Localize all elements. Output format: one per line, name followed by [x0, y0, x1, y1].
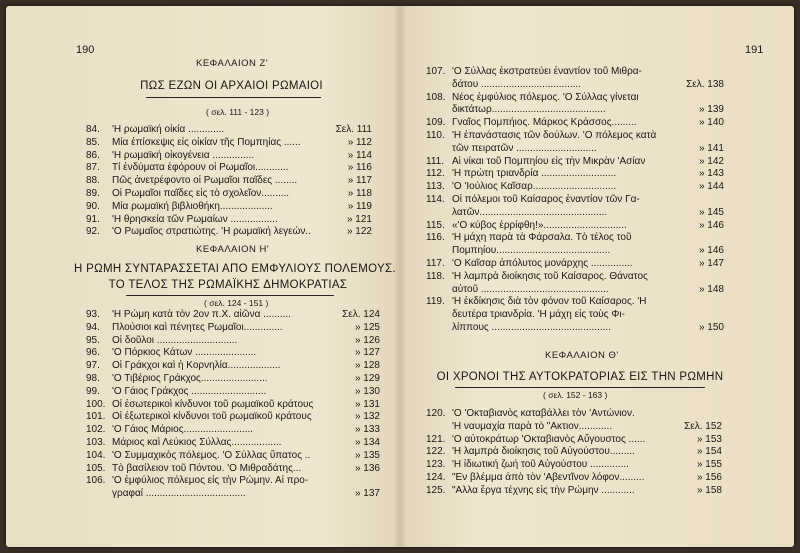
- entry-title: Πῶς ἀνετρέφοντο οἱ Ρωμαῖοι παῖδες ........: [112, 175, 298, 187]
- toc-entry: [86, 463, 380, 476]
- toc-entry: [426, 207, 724, 220]
- entry-number: 105.: [86, 462, 106, 474]
- chapter-title: ΠΩΣ ΕΖΩΝ ΟΙ ΑΡΧΑΙΟΙ ΡΩΜΑΙΟΙ: [140, 80, 323, 92]
- entry-page: » 116: [347, 162, 372, 174]
- entry-number: 113.: [426, 181, 445, 193]
- entry-title: "Αλλα ἔργα τέχνης εἰς τὴν Ρώμην ............: [452, 484, 635, 496]
- entry-number: 90.: [86, 200, 100, 212]
- entry-title: 'Ο Ρωμαῖος στρατιώτης. 'Η ρωμαϊκή λεγεών..: [112, 226, 311, 238]
- entry-page: » 137: [354, 488, 380, 500]
- entry-title: 'Ο Συμμαχικὸς πόλεμος. 'Ο Σύλλας ὕπατος ..: [112, 449, 311, 461]
- entry-title: 'Ο Καῖσαρ ἀπόλυτος μονάρχης ...............: [452, 257, 633, 269]
- entry-number: 98.: [86, 372, 100, 384]
- toc-entry: [426, 271, 724, 284]
- entry-page: » 139: [698, 104, 724, 116]
- entry-title: 'Ο Τιβέριος Γράκχος........................: [112, 372, 268, 384]
- entry-title: 'Η λαμπρὰ διοίκησις τοῦ Καίσαρος. Θάνατος: [452, 270, 648, 282]
- entry-page: » 140: [698, 117, 724, 129]
- title-underline: [455, 387, 705, 388]
- entry-page: » 150: [698, 321, 724, 333]
- page-number: 191: [745, 44, 764, 56]
- entry-title: Οἱ ἐξωτερικοὶ κίνδυνοι τοῦ ρωμαϊκοῦ κράτους: [112, 411, 312, 423]
- entry-page: » 146: [698, 245, 724, 257]
- entry-page: » 134: [354, 436, 380, 448]
- entry-title: δευτέρα τριανδρία. 'Η μάχη εἰς τοὺς Φι-: [452, 309, 625, 321]
- entry-title: Μάριος καὶ Λεύκιος Σύλλας..................: [112, 436, 282, 448]
- toc-entry: [86, 488, 380, 501]
- page-range: ( σελ. 124 - 151 ): [204, 298, 269, 308]
- entry-title: Τί ἐνδύματα ἐφόρουν οἱ Ρωμαῖοι............: [112, 162, 289, 174]
- entry-title: λατῶν..............................................: [452, 206, 608, 218]
- toc-entry: [426, 296, 724, 309]
- entry-page: » 129: [354, 372, 380, 384]
- entry-page: » 155: [696, 459, 722, 471]
- entry-page: » 112: [347, 136, 372, 148]
- title-underline: [146, 97, 321, 98]
- entry-title: Πλούσιοι καὶ πένητες Ρωμαῖοι..............: [112, 321, 283, 333]
- toc-entry: [426, 92, 724, 105]
- toc-entry: [86, 137, 372, 150]
- entry-title: 'Η ρωμαϊκή οἰκογένεια ...............: [112, 149, 255, 161]
- toc-entry: [86, 322, 380, 335]
- entry-page: » 142: [698, 155, 724, 167]
- entry-number: 119.: [426, 296, 445, 308]
- entry-title: 'Ο Σύλλας ἐκστρατεύει ἐναντίον τοῦ Μιθρα-: [452, 66, 642, 77]
- toc-entry: [426, 309, 724, 322]
- chapter-title: ΟΙ ΧΡΟΝΟΙ ΤΗΣ ΑΥΤΟΚΡΑΤΟΡΙΑΣ ΕΙΣ ΤΗΝ ΡΩΜΗΝ: [436, 371, 724, 383]
- entry-page: » 146: [698, 219, 724, 231]
- entry-number: 112.: [426, 168, 445, 180]
- chapter-heading: ΚΕΦΑΛΑΙΟΝ Η': [196, 244, 270, 255]
- entry-page: » 133: [354, 424, 380, 436]
- entry-number: 86.: [86, 149, 100, 161]
- entry-title: "Εν βλέμμα ἀπὸ τὸν 'Αβεντῖνον λόφον.........: [452, 471, 645, 483]
- chapter-heading: ΚΕΦΑΛΑΙΟΝ Θ': [545, 350, 619, 361]
- entry-page: » 148: [698, 283, 724, 295]
- entry-page: » 125: [354, 321, 380, 333]
- page-number: 190: [76, 44, 95, 56]
- toc-entry: [426, 421, 722, 434]
- toc-entry: [86, 309, 380, 322]
- toc-entry: [426, 66, 724, 79]
- entry-number: 122.: [426, 446, 446, 458]
- toc-entry: [426, 322, 724, 335]
- entry-number: 107.: [426, 66, 446, 77]
- entry-title: Πομπηίου.........................................: [452, 245, 611, 257]
- entry-title: 'Ο αὐτοκράτωρ 'Οκταβιανὸς Αὔγουστος ......: [452, 433, 646, 445]
- entry-number: 91.: [86, 213, 100, 225]
- entry-title: δικτάτωρ.........................................: [452, 104, 606, 116]
- entry-number: 106.: [86, 475, 106, 487]
- entry-title: Μία ρωμαϊκή βιβλιοθήκη...................: [112, 200, 273, 212]
- toc-entry: [86, 226, 372, 239]
- entry-page: Σελ. 124: [342, 309, 380, 320]
- toc-entry: [426, 472, 722, 485]
- entry-page: » 145: [698, 206, 724, 218]
- toc-entry: [86, 411, 380, 424]
- entry-page: » 144: [698, 181, 724, 193]
- entry-number: 92.: [86, 226, 100, 238]
- entry-title: 'Η ναυμαχία παρὰ τὸ "Ακτιον............: [452, 420, 613, 432]
- entry-number: 118.: [426, 270, 445, 282]
- entry-title: Οἱ ἐσωτερικοὶ κίνδυνοι τοῦ ρωμαϊκοῦ κράτους: [112, 398, 314, 410]
- toc-entry: [86, 214, 372, 227]
- entry-title: 'Ο ἐμφύλιος πόλεμος εἰς τὴν Ρώμην. Αἱ προ-: [112, 475, 309, 487]
- toc-entry: [86, 424, 380, 437]
- entry-title: Αἱ νίκαι τοῦ Πομπηίου εἰς τὴν Μικρὰν 'Ασίαν: [452, 155, 646, 167]
- book-spread: [6, 6, 794, 547]
- entry-title: 'Η θρησκεία τῶν Ρωμαίων .................: [112, 213, 278, 225]
- toc-list: [426, 66, 724, 335]
- entry-page: » 122: [346, 226, 372, 238]
- entry-title: Γναῖος Πομπήιος. Μάρκος Κράσσος.........: [452, 117, 637, 129]
- toc-entry: [426, 181, 724, 194]
- entry-number: 115.: [426, 219, 445, 231]
- entry-title: 'Ο 'Οκταβιανὸς καταβάλλει τὸν 'Αντώνιον.: [452, 408, 635, 419]
- toc-list: [86, 124, 372, 239]
- entry-title: «'Ο κύβος ἐρρίφθη!»..............................: [452, 219, 627, 231]
- entry-page: » 118: [347, 187, 372, 199]
- entry-page: » 136: [354, 462, 380, 474]
- page-range: ( σελ. 111 - 123 ): [206, 107, 270, 117]
- entry-page: » 121: [346, 213, 372, 225]
- toc-entry: [86, 373, 380, 386]
- entry-number: 88.: [86, 175, 100, 187]
- entry-number: 104.: [86, 449, 106, 461]
- entry-number: 114.: [426, 193, 445, 205]
- entry-number: 93.: [86, 309, 100, 320]
- entry-title: αὐτοῦ ..............................................: [452, 283, 609, 295]
- toc-entry: [426, 258, 724, 271]
- toc-entry: [86, 201, 372, 214]
- toc-entry: [86, 124, 372, 137]
- entry-page: Σελ. 152: [684, 420, 722, 432]
- entry-number: 94.: [86, 321, 100, 333]
- toc-entry: [86, 437, 380, 450]
- toc-entry: [426, 220, 724, 233]
- toc-list: [86, 309, 380, 501]
- entry-page: » 117: [347, 175, 372, 187]
- entry-title: 'Η ἐκδίκησις διὰ τὸν φόνον τοῦ Καίσαρος. 'Η: [452, 296, 647, 308]
- entry-title: Οἱ δοῦλοι .............................: [112, 334, 238, 346]
- toc-entry: [426, 434, 722, 447]
- entry-number: 108.: [426, 91, 446, 103]
- toc-entry: [86, 399, 380, 412]
- toc-entry: [426, 79, 724, 92]
- entry-title: δάτου ....................................: [452, 78, 581, 90]
- toc-entry: [426, 156, 724, 169]
- entry-title: γραφαί ....................................: [112, 488, 246, 500]
- entry-title: 'Η λαμπρὰ διοίκησις τοῦ Αὐγούστου.........: [452, 446, 635, 458]
- entry-number: 117.: [426, 257, 445, 269]
- entry-number: 84.: [86, 124, 100, 135]
- entry-page: Σελ. 138: [686, 78, 724, 90]
- toc-entry: [86, 175, 372, 188]
- entry-title: 'Ο Πόρκιος Κάτων ......................: [112, 347, 257, 359]
- entry-number: 87.: [86, 162, 100, 174]
- entry-title: 'Ο Γάιος Μάριος.........................: [112, 424, 253, 436]
- chapter-title-line1: Η ΡΩΜΗ ΣΥΝΤΑΡΑΣΣΕΤΑΙ ΑΠΟ ΕΜΦΥΛΙΟΥΣ ΠΟΛΕΜΟΥΣ.: [74, 263, 396, 275]
- entry-page: » 143: [698, 168, 724, 180]
- entry-title: Τὸ βασίλειον τοῦ Πόντου. 'Ο Μιθραδάτης...: [112, 462, 302, 474]
- toc-entry: [86, 188, 372, 201]
- toc-entry: [86, 162, 372, 175]
- entry-page: » 156: [696, 471, 722, 483]
- toc-entry: [426, 408, 722, 421]
- toc-entry: [426, 194, 724, 207]
- entry-title: 'Ο 'Ιούλιος Καῖσαρ..............................: [452, 181, 617, 193]
- entry-page: » 154: [696, 446, 722, 458]
- chapter-title-line2: ΤΟ ΤΕΛΟΣ ΤΗΣ ΡΩΜΑΪΚΗΣ ΔΗΜΟΚΡΑΤΙΑΣ: [108, 279, 348, 291]
- toc-entry: [86, 450, 380, 463]
- entry-page: » 126: [354, 334, 380, 346]
- entry-number: 121.: [426, 433, 446, 445]
- toc-entry: [86, 475, 380, 488]
- toc-entry: [426, 117, 724, 130]
- entry-page: » 153: [696, 433, 722, 445]
- entry-number: 101.: [86, 411, 106, 423]
- entry-page: » 158: [696, 484, 722, 496]
- toc-entry: [426, 245, 724, 258]
- entry-title: Μία ἐπίσκεψις εἰς οἰκίαν τῆς Πομπηίας ......: [112, 136, 301, 148]
- toc-entry: [86, 150, 372, 163]
- entry-number: 102.: [86, 424, 106, 436]
- entry-number: 123.: [426, 459, 446, 471]
- toc-list: [426, 408, 722, 498]
- entry-title: Νέος ἐμφύλιος πόλεμος. 'Ο Σύλλας γίνεται: [452, 91, 639, 103]
- entry-number: 120.: [426, 408, 446, 419]
- entry-number: 96.: [86, 347, 100, 359]
- entry-number: 103.: [86, 436, 106, 448]
- entry-number: 99.: [86, 385, 100, 397]
- toc-entry: [426, 130, 724, 143]
- page-range: ( σελ. 152 - 163 ): [543, 390, 608, 400]
- toc-entry: [426, 168, 724, 181]
- entry-title: Οἱ Γράκχοι καὶ ἡ Κορνηλία...................: [112, 360, 281, 372]
- entry-page: » 130: [354, 385, 380, 397]
- entry-page: » 131: [354, 398, 380, 410]
- toc-entry: [426, 104, 724, 117]
- entry-number: 85.: [86, 136, 100, 148]
- entry-page: » 147: [698, 257, 724, 269]
- entry-number: 109.: [426, 117, 446, 129]
- entry-title: λίππους ...........................................: [452, 321, 611, 333]
- toc-entry: [86, 386, 380, 399]
- entry-page: » 127: [354, 347, 380, 359]
- entry-title: Οἱ πόλεμοι τοῦ Καίσαρος ἐναντίον τῶν Γα-: [452, 193, 640, 205]
- entry-page: » 119: [347, 200, 372, 212]
- entry-number: 111.: [426, 155, 444, 167]
- entry-number: 116.: [426, 232, 445, 244]
- entry-number: 125.: [426, 484, 446, 496]
- entry-title: 'Η πρώτη τριανδρία ...........................: [452, 168, 617, 180]
- toc-entry: [426, 446, 722, 459]
- entry-page: Σελ. 111: [335, 124, 372, 135]
- left-page: [6, 6, 400, 547]
- toc-entry: [426, 143, 724, 156]
- entry-number: 95.: [86, 334, 100, 346]
- entry-page: » 141: [698, 142, 724, 154]
- entry-title: 'Η μάχη παρὰ τὰ Φάρσαλα. Τὸ τέλος τοῦ: [452, 232, 632, 244]
- entry-title: 'Η ρωμαϊκή οἰκία .............: [112, 124, 225, 135]
- toc-entry: [426, 232, 724, 245]
- chapter-heading: ΚΕΦΑΛΑΙΟΝ Ζ': [196, 58, 269, 69]
- entry-title: Οἱ Ρωμαῖοι παῖδες εἰς τὸ σχολεῖον..........: [112, 187, 290, 199]
- entry-number: 89.: [86, 187, 100, 199]
- entry-title: 'Η ἰδιωτική ζωή τοῦ Αὐγούστου ..............: [452, 459, 629, 471]
- entry-number: 97.: [86, 360, 100, 372]
- entry-title: τῶν πειρατῶν .............................: [452, 142, 597, 154]
- toc-entry: [426, 284, 724, 297]
- title-underline: [126, 295, 334, 296]
- toc-entry: [426, 485, 722, 498]
- toc-entry: [86, 347, 380, 360]
- entry-title: 'Η Ρώμη κατὰ τὸν 2ον π.Χ. αἰῶνα ..........: [112, 309, 291, 320]
- entry-title: 'Η ἐπανάστασις τῶν δούλων. 'Ο πόλεμος κατὰ: [452, 129, 657, 141]
- entry-page: » 135: [354, 449, 380, 461]
- entry-number: 124.: [426, 471, 446, 483]
- entry-number: 100.: [86, 398, 106, 410]
- toc-entry: [426, 459, 722, 472]
- toc-entry: [86, 360, 380, 373]
- entry-number: 110.: [426, 129, 445, 141]
- entry-title: 'Ο Γάιος Γράκχος ...........................: [112, 385, 267, 397]
- entry-page: » 128: [354, 360, 380, 372]
- right-page: [400, 6, 794, 547]
- entry-page: » 114: [347, 149, 372, 161]
- entry-page: » 132: [354, 411, 380, 423]
- toc-entry: [86, 335, 380, 348]
